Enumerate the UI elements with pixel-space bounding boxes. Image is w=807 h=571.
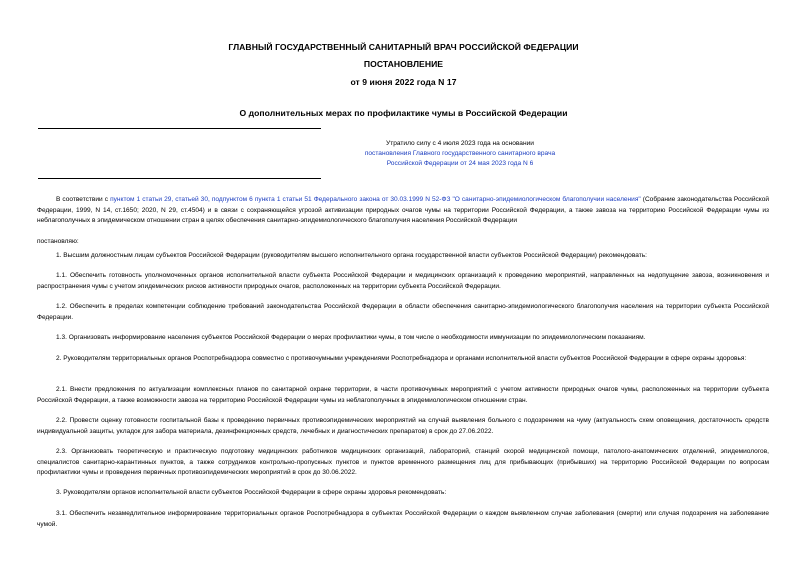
paragraph-3-1: 3.1. Обеспечить незамедлительное информирование территориальных органов Роспотребнадзора в субъектах Российской Федерации о каждом выявленном случае заболевания (смерти) или случая подозрения на заболевание чумой. bbox=[37, 510, 769, 528]
status-note-link-line1[interactable]: постановления Главного государственного санитарного врача bbox=[364, 150, 556, 157]
preamble-text-1: В соответствии с bbox=[56, 196, 111, 203]
document-title: О дополнительных мерах по профилактике чумы в Российской Федерации bbox=[239, 108, 568, 118]
paragraph-3: 3. Руководителям органов исполнительной власти субъектов Российской Федерации в сфере охраны здоровья рекомендовать: bbox=[56, 489, 447, 496]
resolve-word: постановляю: bbox=[37, 238, 79, 245]
paragraph-1-1: 1.1. Обеспечить готовность уполномоченных органов исполнительной власти субъекта Российской Федерации и медицинских организаций к проведению мероприятий, направленных на недопущение завоза, возникновения и распространения чумы с учетом эпидемических рисков активности природных очагов, расположенных на территории субъекта Российской Федерации. bbox=[37, 272, 769, 290]
status-note bbox=[240, 139, 680, 169]
paragraph-2-1: 2.1. Внести предложения по актуализации комплексных планов по санитарной охране территории, в части противочумных мероприятий с учетом активности природных очагов чумы, расположенных на территории субъекта Российской Федерации, а также возможности завоза на территорию Российской Федерации чумы из неблагополучных в эпидемиологическом отношении стран. bbox=[37, 386, 769, 404]
issuing-authority: ГЛАВНЫЙ ГОСУДАРСТВЕННЫЙ САНИТАРНЫЙ ВРАЧ РОССИЙСКОЙ ФЕДЕРАЦИИ bbox=[228, 42, 579, 52]
preamble bbox=[37, 195, 769, 227]
separator-bottom bbox=[38, 178, 321, 179]
paragraph-1-2: 1.2. Обеспечить в пределах компетенции соблюдение требований законодательства Российской Федерации в области обеспечения санитарно-эпидемиологического благополучия населения на территории субъекта Российской Федерации. bbox=[37, 303, 769, 321]
separator-top bbox=[38, 128, 321, 129]
paragraph-2-2: 2.2. Провести оценку готовности госпитальной базы к проведению первичных противоэпидемических мероприятий на случай выявления больного с подозрением на чуму (актуальность схем оповещения, достаточность средств индивидуальной защиты, укладок для забора материала, дезинфекционных средств, лечебных и диагностических препаратов) в срок до 27.06.2022. bbox=[37, 417, 769, 435]
status-note-text: Утратило силу с 4 июля 2023 года на основании bbox=[386, 140, 534, 147]
document-type: ПОСТАНОВЛЕНИЕ bbox=[363, 59, 444, 69]
document-date-number: от 9 июня 2022 года N 17 bbox=[350, 77, 457, 87]
status-note-link-line2[interactable]: Российской Федерации от 24 мая 2023 года N 6 bbox=[386, 160, 534, 167]
preamble-law-link[interactable]: пунктом 1 статьи 29, статьей 30, подпунктом 6 пункта 1 статьи 51 Федерального закона от 30.03.1999 N 52-ФЗ "О санитарно-эпидемиологическом благополучии населения" bbox=[110, 196, 641, 203]
paragraph-2: 2. Руководителям территориальных органов Роспотребнадзора совместно с противочумными учреждениями Роспотребнадзора и органами исполнительной власти субъектов Российской Федерации в сфере охраны здоровья: bbox=[56, 355, 747, 362]
paragraph-2-3: 2.3. Организовать теоретическую и практическую подготовку медицинских работников медицинских организаций, лабораторий, станций скорой медицинской помощи, патолого-анатомических отделений, эпидемиологов, специалистов санитарно-карантинных пунктов, а также сотрудников контрольно-пропускных пунктов и пунктов временного размещения лиц для прибывающих (прибывших) на территорию Российской Федерации по вопросам профилактики чумы и проведения первичных противоэпидемических мероприятий в срок до 30.06.2022. bbox=[37, 448, 769, 477]
paragraph-1-3: 1.3. Организовать информирование населения субъектов Российской Федерации о мерах профилактики чумы, в том числе о необходимости иммунизации по эпидемиологическим показаниям. bbox=[56, 334, 646, 341]
preamble-text-2: (Собрание законодательства Российской Федерации, 1999, N 14, ст.1650; 2020, N 29, ст.4504) и в связи с сохраняющейся угрозой активизации природных очагов чумы на территории Российской Федерации, а также завоза на территорию Российской Федерации чумы из неблагополучных в эпидемическом отношении стран в целях обеспечения санитарно-эпидемиологического благополучия населения Российской Федерации bbox=[37, 196, 770, 225]
paragraph-1: 1. Высшим должностным лицам субъектов Российской Федерации (руководителям высшего исполнительного органа государственной власти субъектов Российской Федерации) рекомендовать: bbox=[56, 252, 647, 259]
